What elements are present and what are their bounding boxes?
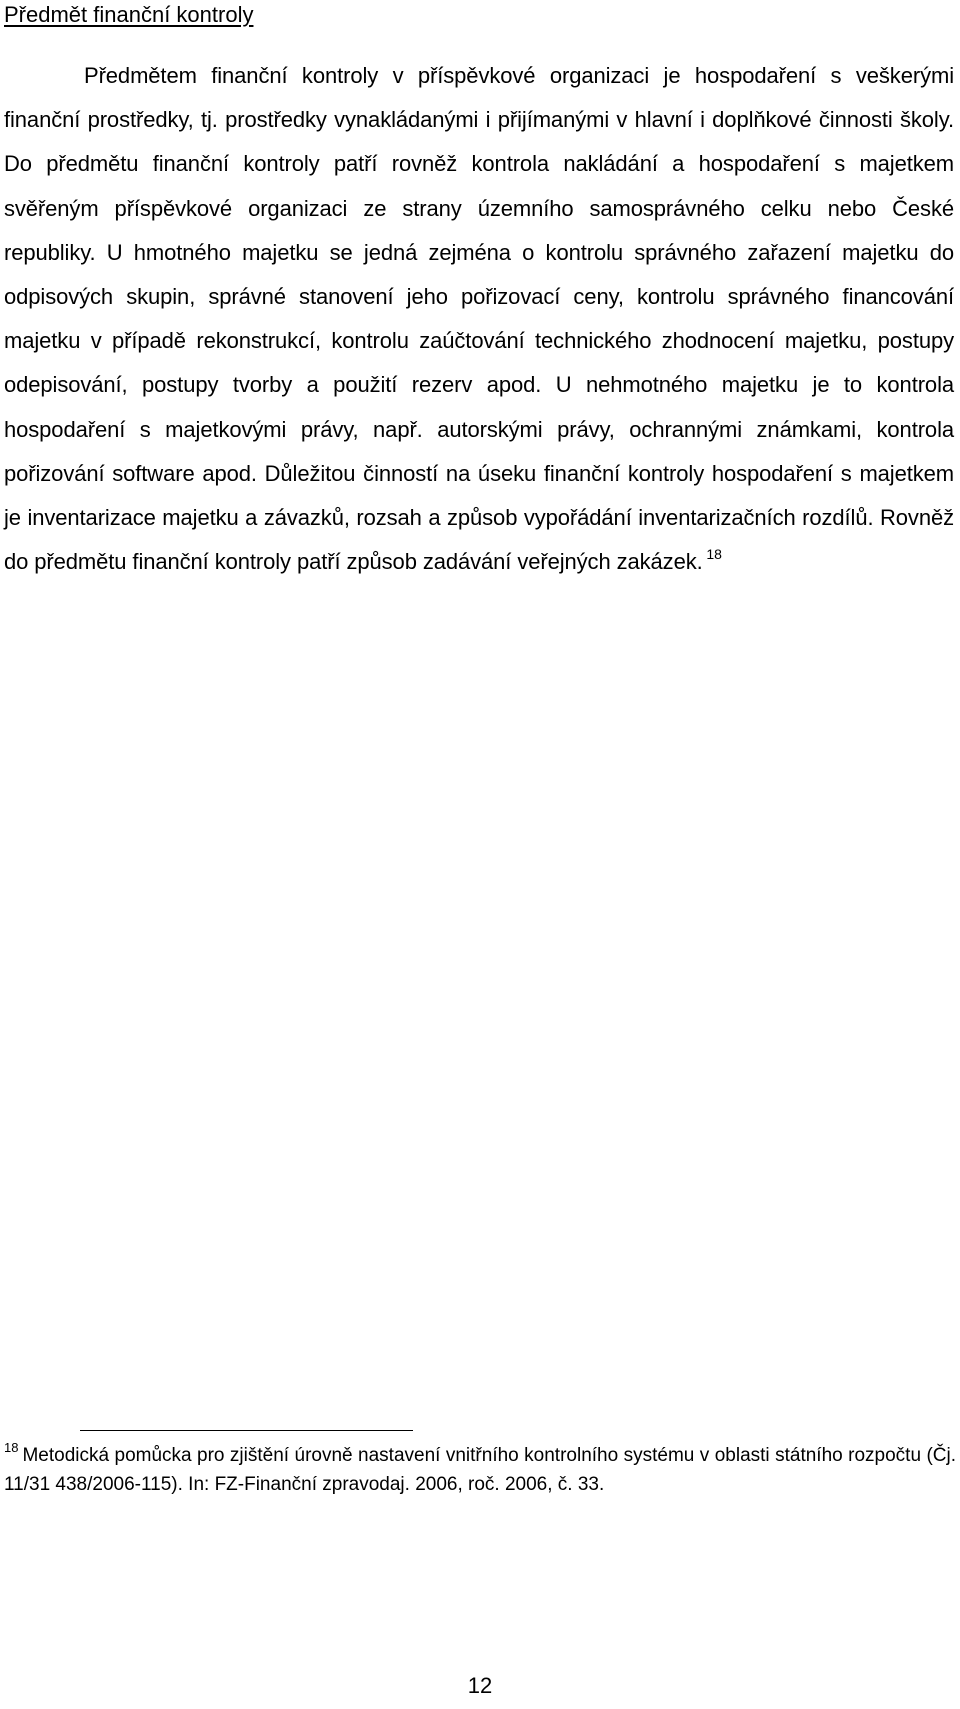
section-heading: Předmět finanční kontroly — [4, 2, 254, 27]
footnote-separator — [80, 1430, 413, 1431]
footnote-reference[interactable] — [703, 546, 722, 562]
body-paragraph — [4, 54, 954, 584]
footnote-number: 18 — [4, 1440, 19, 1455]
body-paragraph-text: Předmětem finanční kontroly v příspěvkové organizaci je hospodaření s veškerými finanční prostředky, tj. prostředky vynakládanými i přijímanými v hlavní i doplňkové činnosti školy. Do předmětu finanční kontroly patří rovněž kontrola nakládání a hospodaření s majetkem svěřeným příspěvkové organizaci ze strany územního samosprávného celku nebo České republiky. U hmotného majetku se jedná zejména o kontrolu správného zařazení majetku do odpisových skupin, správné stanovení jeho pořizovací ceny, kontrolu správného financování majetku v případě rekonstrukcí, kontrolu zaúčtování technického zhodnocení majetku, postupy odepisování, postupy tvorby a použití rezerv apod. U nehmotného majetku je to kontrola hospodaření s majetkovými právy, např. autorskými právy, ochrannými známkami, kontrola pořizování software apod. Důležitou činností na úseku finanční kontroly hospodaření s majetkem je inventarizace majetku a závazků, rozsah a způsob vypořádání inventarizačních rozdílů. Rovněž do předmětu finanční kontroly patří způsob zadávání veřejných zakázek. — [4, 63, 954, 575]
page-number: 12 — [467, 1673, 493, 1698]
footnote — [4, 1441, 956, 1499]
footnote-text: Metodická pomůcka pro zjištění úrovně nastavení vnitřního kontrolního systému v oblasti státního rozpočtu (Čj. 11/31 438/2006-115). In: FZ-Finanční zpravodaj. 2006, roč. 2006, č. 33. — [4, 1445, 956, 1495]
footnote-reference-number: 18 — [706, 546, 722, 563]
